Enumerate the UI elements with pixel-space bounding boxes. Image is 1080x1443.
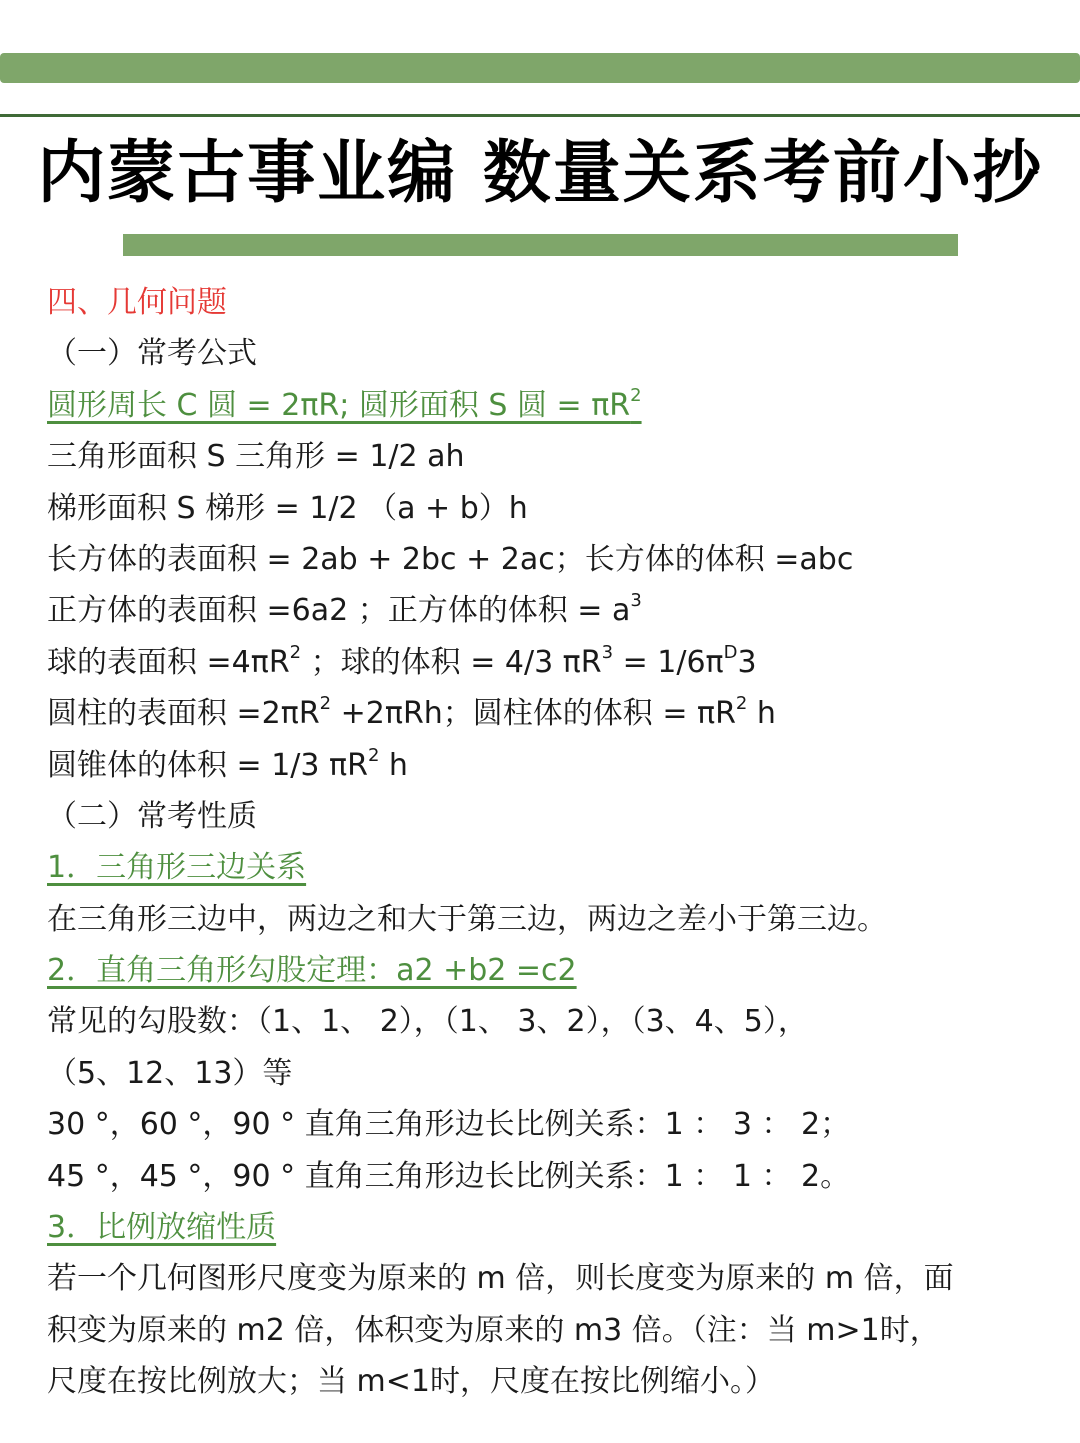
- formula-sphere-sup1: 2: [289, 641, 302, 663]
- property-3-title: [47, 1202, 1047, 1253]
- title-underline-bar: [123, 234, 958, 256]
- property-2-text-1: 常见的勾股数：（1、1、 2），（1、 3、2），（3、4、5），: [47, 1004, 808, 1040]
- formula-circle-text: 圆形周长 C 圆 = 2πR; 圆形面积 S 圆 = πR: [47, 387, 631, 423]
- property-2-text-3: 30 °，60 °，90 ° 直角三角形边长比例关系：1 ： 3 ： 2；: [47, 1107, 851, 1143]
- property-1-title-text: 1．三角形三边关系: [47, 850, 307, 886]
- formula-cylinder-b: +2πRh；圆柱体的体积 = πR: [331, 696, 736, 732]
- formula-cuboid: 长方体的表面积 = 2ab + 2bc + 2ac；长方体的体积 =abc: [47, 541, 854, 577]
- formula-sphere-sup3: D: [723, 641, 738, 663]
- page-title: 内蒙古事业编 数量关系考前小抄: [37, 134, 1043, 213]
- section-heading: 四、几何问题: [47, 285, 227, 320]
- formula-sphere-d: 3: [737, 644, 757, 680]
- formula-sphere-a: 球的表面积 =4πR: [47, 644, 290, 680]
- formula-circle: [47, 380, 1047, 431]
- subheading-formulas: （一）常考公式: [47, 336, 257, 372]
- formula-cone-b: h: [379, 747, 408, 783]
- formula-cone-a: 圆锥体的体积 = 1/3 πR: [47, 747, 368, 783]
- property-1-text: 在三角形三边中，两边之和大于第三边，两边之差小于第三边。: [47, 901, 887, 937]
- property-2-text-2: （5、12、13）等: [47, 1055, 293, 1091]
- property-3-title-text: 3．比例放缩性质: [47, 1210, 277, 1246]
- formula-cone-sup: 2: [367, 744, 380, 766]
- property-2-text-4: 45 °，45 °，90 ° 直角三角形边长比例关系：1 ： 1 ： 2。: [47, 1158, 851, 1194]
- property-3-text-1: 若一个几何图形尺度变为原来的 m 倍，则长度变为原来的 m 倍，面: [47, 1261, 954, 1297]
- formula-cone: [47, 740, 1047, 791]
- formula-sphere-sup2: 3: [601, 641, 614, 663]
- formula-cube-sup: 3: [630, 590, 642, 612]
- formula-cylinder-a: 圆柱的表面积 =2πR: [47, 696, 320, 732]
- formula-cube: [47, 585, 1047, 636]
- formula-cube-text: 正方体的表面积 =6a2 ；正方体的体积 = a: [47, 593, 631, 629]
- formula-triangle: 三角形面积 S 三角形 = 1/2 ah: [47, 439, 465, 475]
- property-3-text-3: 尺度在按比例放大；当 m<1时，尺度在按比例缩小。）: [47, 1364, 775, 1400]
- property-2-title: [47, 945, 1047, 996]
- property-2-title-text: 2．直角三角形勾股定理：a2 +b2 =c2: [47, 953, 577, 989]
- property-3-text-2: 积变为原来的 m2 倍，体积变为原来的 m3 倍。（注：当 m>1时，: [47, 1312, 940, 1348]
- property-1-title: [47, 842, 1047, 893]
- formula-cylinder-c: h: [747, 696, 776, 732]
- formula-circle-sup: 2: [630, 384, 642, 406]
- top-decor-bar: [0, 53, 1080, 83]
- formula-sphere-c: = 1/6π: [613, 644, 724, 680]
- content-body: [47, 277, 1047, 1408]
- formula-sphere-b: ；球的体积 = 4/3 πR: [301, 644, 602, 680]
- formula-cylinder-sup1: 2: [319, 693, 332, 715]
- formula-sphere: [47, 637, 1047, 688]
- subheading-properties: （二）常考性质: [47, 798, 257, 834]
- formula-cylinder: [47, 688, 1047, 739]
- formula-cylinder-sup2: 2: [735, 693, 748, 715]
- top-divider-line: [0, 114, 1080, 117]
- formula-trapezoid: 梯形面积 S 梯形 = 1/2 （a + b）h: [47, 490, 528, 526]
